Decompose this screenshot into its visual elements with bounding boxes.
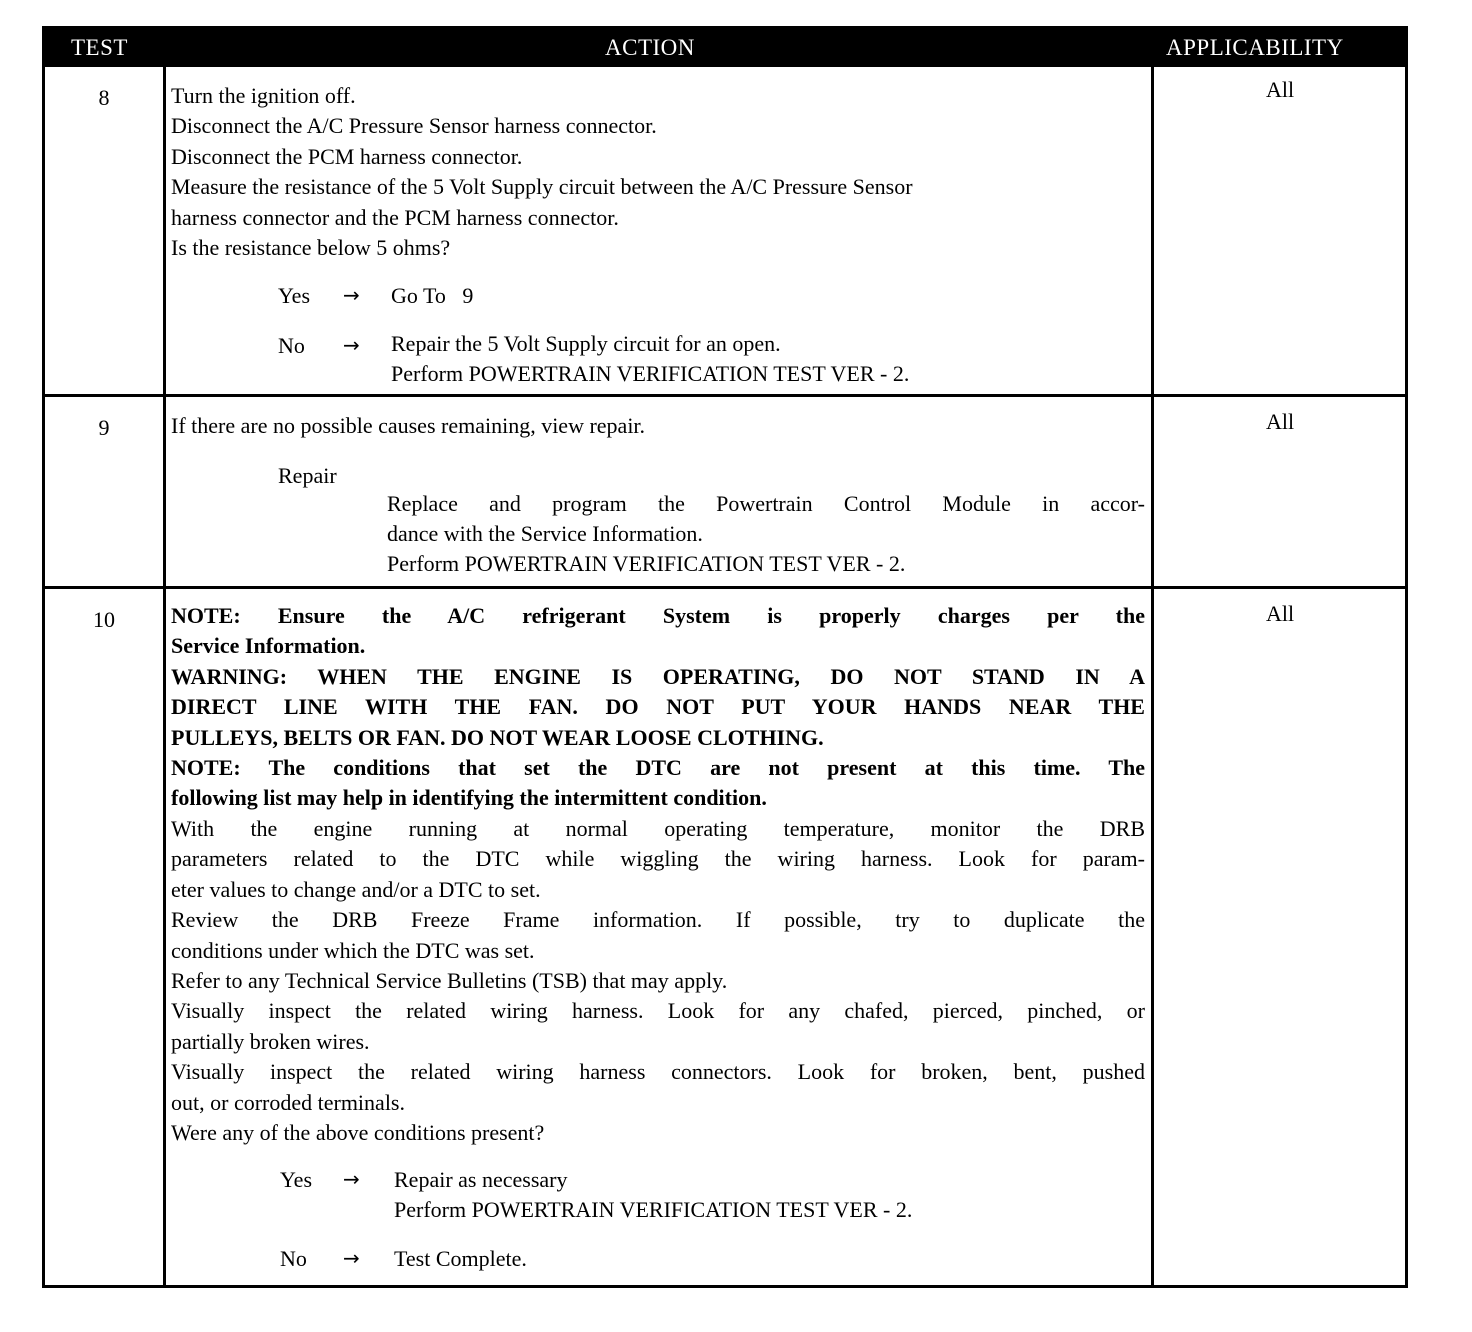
note-line: NOTE: Ensure the A/C refrigerant System is properly charges per the xyxy=(171,603,1145,628)
warning-notes xyxy=(171,601,1145,814)
action-line: Disconnect the A/C Pressure Sensor harness connector. xyxy=(171,113,657,139)
applicability-value: All xyxy=(1265,77,1295,102)
action-line: partially broken wires. xyxy=(171,1028,370,1054)
action-line: Refer to any Technical Service Bulletins (TSB) that may apply. xyxy=(171,968,728,994)
note-line: Service Information. xyxy=(171,633,366,659)
action-line: Visually inspect the related wiring harness. Look for any chafed, pierced, pinched, or xyxy=(171,998,1145,1024)
warning-line: WARNING: WHEN THE ENGINE IS OPERATING, DO NOT STAND IN A xyxy=(171,663,1145,689)
yes-label: Yes xyxy=(280,1167,313,1192)
action-instructions xyxy=(171,814,1145,1148)
arrow-icon: → xyxy=(343,333,360,357)
yes-label: Yes xyxy=(278,283,311,308)
action-line: Turn the ignition off. xyxy=(171,83,356,108)
action-line: Visually inspect the related wiring harness connectors. Look for broken, bent, pushed xyxy=(171,1059,1145,1085)
no-outcome: Test Complete. xyxy=(394,1246,527,1271)
action-line: Disconnect the PCM harness connector. xyxy=(171,143,523,169)
test-number: 9 xyxy=(98,415,110,440)
row-divider-2 xyxy=(45,586,1405,589)
action-line: harness connector and the PCM harness connector. xyxy=(171,204,619,230)
yes-outcome: Go To 9 xyxy=(391,283,474,308)
action-instructions xyxy=(171,411,1147,441)
no-outcome xyxy=(391,329,909,389)
header-test: TEST xyxy=(71,35,128,60)
action-line: Review the DRB Freeze Frame information. If possible, try to duplicate the xyxy=(171,907,1145,933)
action-line: out, or corroded terminals. xyxy=(171,1089,405,1115)
action-line: Were any of the above conditions present? xyxy=(171,1120,545,1146)
action-line: conditions under which the DTC was set. xyxy=(171,937,535,963)
outcome-line: Perform POWERTRAIN VERIFICATION TEST VER - 2. xyxy=(394,1197,913,1222)
repair-line: Replace and program the Powertrain Control Module in accor- xyxy=(387,491,1145,516)
row-divider-1 xyxy=(45,394,1405,397)
header-action: ACTION xyxy=(605,35,695,60)
action-instructions xyxy=(171,81,1147,263)
repair-line: Perform POWERTRAIN VERIFICATION TEST VER - 2. xyxy=(387,551,906,576)
test-number: 10 xyxy=(93,607,115,632)
arrow-icon: → xyxy=(343,1167,360,1191)
note-line: NOTE: The conditions that set the DTC are not present at this time. The xyxy=(171,755,1145,781)
note-line: following list may help in identifying the intermittent condition. xyxy=(171,785,767,811)
warning-line: DIRECT LINE WITH THE FAN. DO NOT PUT YOUR HANDS NEAR THE xyxy=(171,694,1145,720)
applicability-value: All xyxy=(1265,601,1295,626)
warning-line: PULLEYS, BELTS OR FAN. DO NOT WEAR LOOSE CLOTHING. xyxy=(171,724,824,750)
action-line: If there are no possible causes remaining, view repair. xyxy=(171,413,646,438)
header-applicability: APPLICABILITY xyxy=(1166,35,1344,60)
no-label: No xyxy=(278,333,305,358)
applicability-value: All xyxy=(1265,409,1295,434)
column-divider-test xyxy=(163,67,166,1288)
action-line: Is the resistance below 5 ohms? xyxy=(171,235,451,261)
outcome-line: Repair the 5 Volt Supply circuit for an open. xyxy=(391,331,781,356)
outcome-line: Perform POWERTRAIN VERIFICATION TEST VER - 2. xyxy=(391,361,910,386)
action-line: parameters related to the DTC while wiggling the wiring harness. Look for param- xyxy=(171,846,1145,872)
table-header xyxy=(45,29,1405,67)
diagnostic-test-table xyxy=(42,26,1408,1288)
no-label: No xyxy=(280,1246,307,1271)
action-line: eter values to change and/or a DTC to set. xyxy=(171,876,541,902)
action-line: With the engine running at normal operating temperature, monitor the DRB xyxy=(171,816,1145,841)
repair-instructions xyxy=(387,489,1145,579)
test-number: 8 xyxy=(98,85,110,110)
arrow-icon: → xyxy=(343,283,360,307)
repair-label: Repair xyxy=(278,463,337,488)
yes-outcome xyxy=(394,1165,912,1225)
action-line: Measure the resistance of the 5 Volt Supply circuit between the A/C Pressure Sensor xyxy=(171,174,913,200)
column-divider-applicability xyxy=(1151,67,1154,1288)
outcome-line: Repair as necessary xyxy=(394,1167,568,1192)
repair-line: dance with the Service Information. xyxy=(387,521,703,546)
arrow-icon: → xyxy=(343,1246,360,1270)
